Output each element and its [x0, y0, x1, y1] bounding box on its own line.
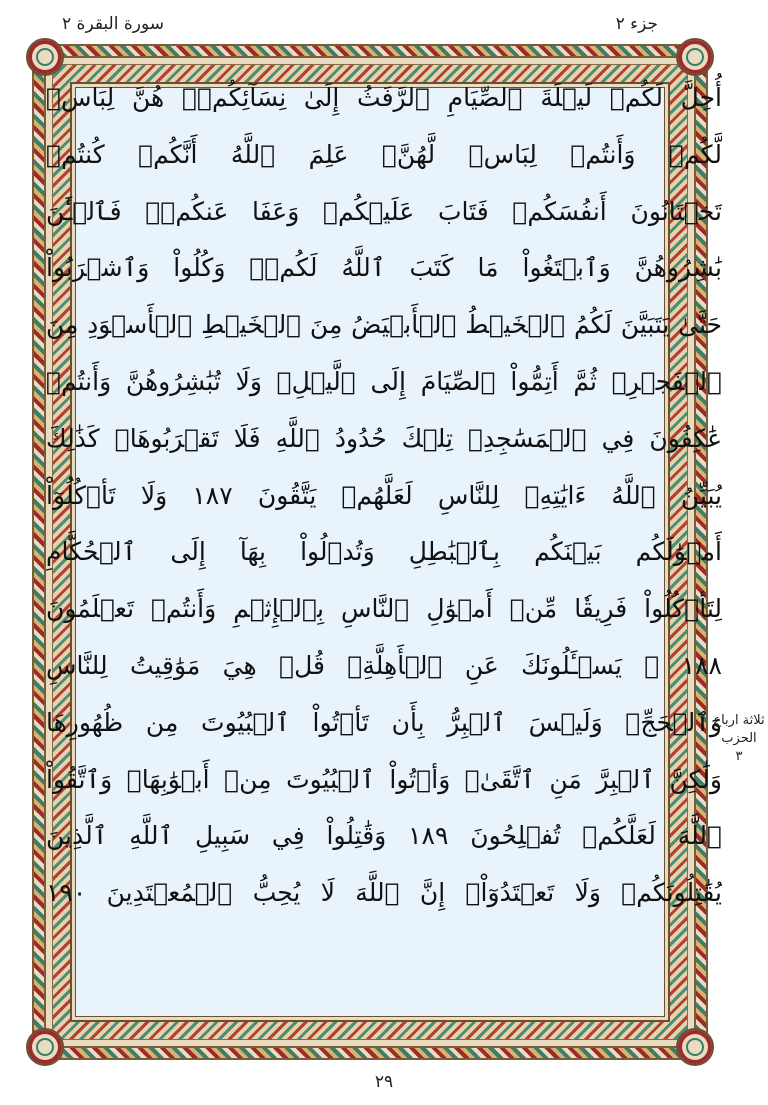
hizb-margin-note [712, 712, 766, 766]
corner-ornament-icon [26, 1028, 64, 1066]
text-line: تَخۡتَانُونَ أَنفُسَكُمۡ فَتَابَ عَلَيۡكُمۡ وَعَفَا عَنكُمۡۖ فَٱلۡـَٰٔنَ [46, 196, 722, 226]
text-line: يُقَٰتِلُونَكُمۡ وَلَا تَعۡتَدُوٓاْۚ إِنَّ ٱللَّهَ لَا يُحِبُّ ٱلۡمُعۡتَدِينَ ١٩٠ [46, 878, 722, 908]
text-line: وَٱلۡحَجِّۗ وَلَيۡسَ ٱلۡبِرُّ بِأَن تَأۡتُواْ ٱلۡبُيُوتَ مِن ظُهُورِهَا [46, 707, 722, 737]
quran-text [46, 70, 722, 922]
corner-ornament-icon [676, 1028, 714, 1066]
hizb-note-line: الحزب [721, 731, 757, 746]
juz-label: جزء ٢ [615, 14, 658, 34]
page-header [0, 6, 768, 36]
text-line: يُبَيِّنُ ٱللَّهُ ءَايَٰتِهِۦ لِلنَّاسِ لَعَلَّهُمۡ يَتَّقُونَ ١٨٧ وَلَا تَأۡكُلُوٓاْ [46, 480, 722, 510]
text-line: لَّكُمۡ وَأَنتُمۡ لِبَاسٞ لَّهُنَّۗ عَلِمَ ٱللَّهُ أَنَّكُمۡ كُنتُمۡ [46, 139, 722, 169]
text-line: بَٰشِرُوهُنَّ وَٱبۡتَغُواْ مَا كَتَبَ ٱللَّهُ لَكُمۡۚ وَكُلُواْ وَٱشۡرَبُواْ [46, 253, 722, 283]
page-number: ٢٩ [374, 1072, 394, 1092]
text-line: عَٰكِفُونَ فِي ٱلۡمَسَٰجِدِۗ تِلۡكَ حُدُودُ ٱللَّهِ فَلَا تَقۡرَبُوهَاۗ كَذَٰلِكَ [46, 423, 722, 453]
hizb-note-line: ٣ [735, 749, 743, 764]
text-line: أَمۡوَٰلَكُم بَيۡنَكُم بِٱلۡبَٰطِلِ وَتُدۡلُواْ بِهَآ إِلَى ٱلۡحُكَّامِ [46, 537, 722, 567]
text-line: ٱللَّهَ لَعَلَّكُمۡ تُفۡلِحُونَ ١٨٩ وَقَٰتِلُواْ فِي سَبِيلِ ٱللَّهِ ٱلَّذِينَ [46, 821, 722, 851]
text-line: وَلَٰكِنَّ ٱلۡبِرَّ مَنِ ٱتَّقَىٰۗ وَأۡتُواْ ٱلۡبُيُوتَ مِنۡ أَبۡوَٰبِهَاۚ وَٱتَّقُواْ [46, 764, 722, 794]
surah-label: سورة البقرة ٢ [62, 14, 165, 34]
text-line: أُحِلَّ لَكُمۡ لَيۡلَةَ ٱلصِّيَامِ ٱلرَّفَثُ إِلَىٰ نِسَآئِكُمۡۚ هُنَّ لِبَاسٞ [46, 83, 722, 112]
text-line: ٱلۡفَجۡرِۖ ثُمَّ أَتِمُّواْ ٱلصِّيَامَ إِلَى ٱلَّيۡلِۚ وَلَا تُبَٰشِرُوهُنَّ وَأَنتُمۡ [46, 366, 722, 396]
text-line: ١٨٨ ۞ يَسۡـَٔلُونَكَ عَنِ ٱلۡأَهِلَّةِۖ قُلۡ هِيَ مَوَٰقِيتُ لِلنَّاسِ [46, 650, 722, 680]
hizb-note-line: ثلاثة ارباع [713, 713, 765, 728]
text-line: لِتَأۡكُلُواْ فَرِيقٗا مِّنۡ أَمۡوَٰلِ ٱلنَّاسِ بِٱلۡإِثۡمِ وَأَنتُمۡ تَعۡلَمُونَ [46, 594, 722, 624]
text-line: حَتَّىٰ يَتَبَيَّنَ لَكُمُ ٱلۡخَيۡطُ ٱلۡأَبۡيَضُ مِنَ ٱلۡخَيۡطِ ٱلۡأَسۡوَدِ مِنَ [46, 310, 722, 340]
